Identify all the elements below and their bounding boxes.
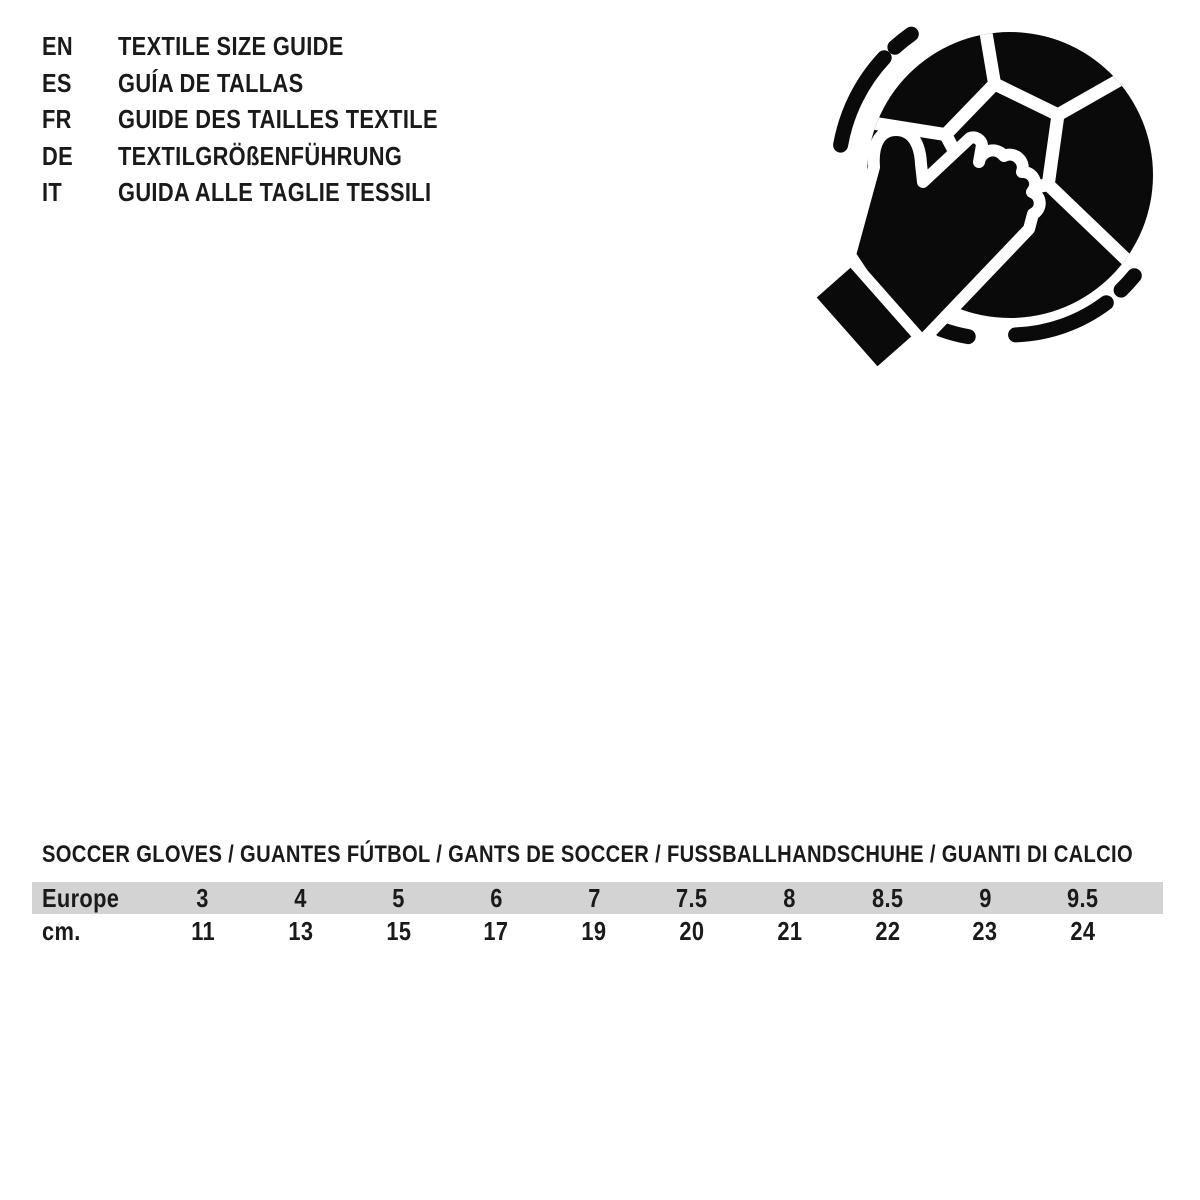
language-row-en bbox=[42, 28, 499, 65]
goalkeeper-glove-ball-icon bbox=[802, 13, 1174, 381]
size-table-title: SOCCER GLOVES / GUANTES FÚTBOL / GANTS DE SOCCER / FUSSBALLHANDSCHUHE / GUANTI DI CALCIO bbox=[42, 841, 1134, 868]
size-cell: 11 bbox=[191, 916, 215, 946]
size-cell: 3 bbox=[196, 882, 210, 913]
size-cell: 17 bbox=[483, 916, 509, 946]
size-cell: 24 bbox=[1070, 916, 1096, 946]
size-table bbox=[32, 882, 1163, 949]
language-row-es bbox=[42, 65, 499, 102]
size-cell: 6 bbox=[490, 882, 503, 913]
language-label: GUÍA DE TALLAS bbox=[118, 67, 304, 98]
language-code: EN bbox=[42, 31, 74, 61]
size-cell: 8 bbox=[783, 882, 796, 913]
size-cell: 9 bbox=[979, 882, 992, 913]
language-code: DE bbox=[42, 140, 74, 171]
size-cell: 8.5 bbox=[871, 882, 904, 913]
language-label: GUIDE DES TAILLES TEXTILE bbox=[118, 104, 438, 135]
size-cell: 19 bbox=[581, 916, 607, 946]
size-row-europe bbox=[32, 882, 1163, 914]
spacer-cell bbox=[1132, 914, 1163, 949]
language-label: GUIDA ALLE TAGLIE TESSILI bbox=[118, 177, 432, 208]
size-cell: 15 bbox=[386, 916, 411, 946]
row-label-europe: Europe bbox=[42, 882, 120, 913]
language-label: TEXTILGRÖßENFÜHRUNG bbox=[118, 140, 403, 171]
size-cell: 21 bbox=[777, 916, 803, 946]
language-row-de bbox=[42, 138, 499, 175]
size-cell: 4 bbox=[294, 882, 307, 913]
size-cell: 7.5 bbox=[676, 882, 708, 913]
language-code: ES bbox=[42, 67, 72, 98]
spacer-cell bbox=[1132, 882, 1163, 914]
size-cell: 20 bbox=[679, 916, 705, 946]
size-cell: 5 bbox=[392, 882, 405, 913]
size-row-cm bbox=[32, 914, 1163, 949]
size-cell: 23 bbox=[972, 916, 998, 946]
size-cell: 7 bbox=[587, 882, 601, 913]
language-list bbox=[42, 28, 499, 211]
language-row-it bbox=[42, 174, 499, 211]
size-cell: 22 bbox=[874, 916, 900, 946]
size-cell: 9.5 bbox=[1067, 882, 1099, 913]
language-row-fr bbox=[42, 101, 499, 138]
language-label: TEXTILE SIZE GUIDE bbox=[118, 31, 344, 61]
language-code: FR bbox=[42, 104, 72, 135]
row-label-cm: cm. bbox=[42, 916, 81, 946]
size-cell: 13 bbox=[288, 916, 314, 946]
language-code: IT bbox=[42, 177, 63, 208]
